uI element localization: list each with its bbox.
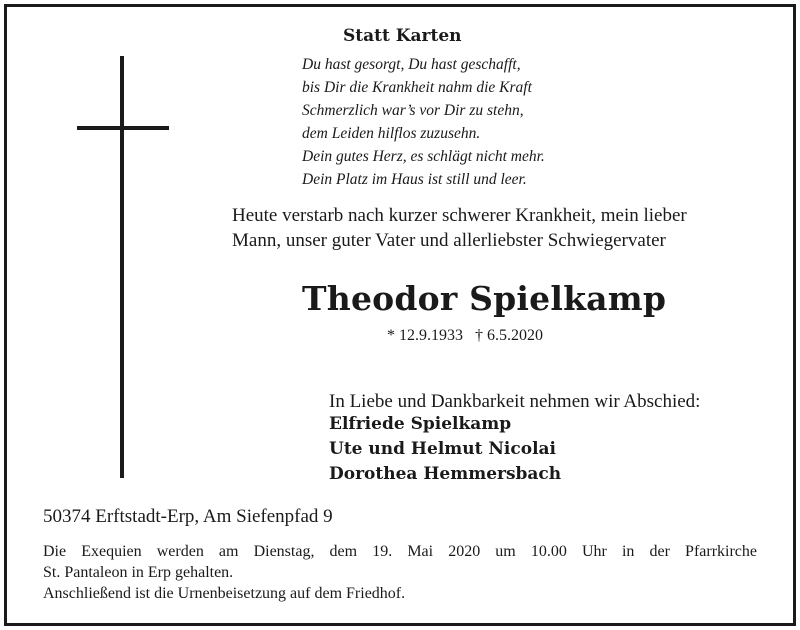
death-date: † 6.5.2020 xyxy=(475,327,543,344)
mourner-name: Ute und Helmut Nicolai xyxy=(329,439,557,459)
poem-line: Schmerzlich war’s vor Dir zu stehn, xyxy=(302,102,524,119)
address: 50374 Erftstadt-Erp, Am Siefenpfad 9 xyxy=(43,506,333,527)
notice-line: Anschließend ist die Urnenbeisetzung auf dem Friedhof. xyxy=(43,585,406,602)
heading: Statt Karten xyxy=(343,26,462,46)
poem-line: Dein Platz im Haus ist still und leer. xyxy=(302,171,527,188)
funeral-notice xyxy=(43,541,757,604)
mourners-list xyxy=(329,412,561,487)
notice-line: Die Exequien werden am Dienstag, dem 19. Mai 2020 um 10.00 Uhr in der Pfarrkirche xyxy=(43,543,757,560)
poem-line: dem Leiden hilflos zuzusehn. xyxy=(302,125,481,142)
farewell-line: In Liebe und Dankbarkeit nehmen wir Abschied: xyxy=(329,391,701,412)
mourner-name: Elfriede Spielkamp xyxy=(329,414,512,434)
notice-line: St. Pantaleon in Erp gehalten. xyxy=(43,564,234,581)
announcement-line: Heute verstarb nach kurzer schwerer Krankheit, mein lieber xyxy=(232,205,687,226)
cross-vertical-bar xyxy=(120,56,124,478)
cross-horizontal-bar xyxy=(77,126,169,130)
mourner-name: Dorothea Hemmersbach xyxy=(329,464,562,484)
poem-line: bis Dir die Krankheit nahm die Kraft xyxy=(302,79,532,96)
poem xyxy=(302,53,545,191)
deceased-name: Theodor Spielkamp xyxy=(302,279,667,318)
announcement-line: Mann, unser guter Vater und allerliebster Schwiegervater xyxy=(232,230,666,251)
announcement-text xyxy=(232,203,687,253)
poem-line: Dein gutes Herz, es schlägt nicht mehr. xyxy=(302,148,545,165)
life-dates xyxy=(387,327,543,345)
poem-line: Du hast gesorgt, Du hast geschafft, xyxy=(302,56,521,73)
birth-date: * 12.9.1933 xyxy=(387,327,463,344)
